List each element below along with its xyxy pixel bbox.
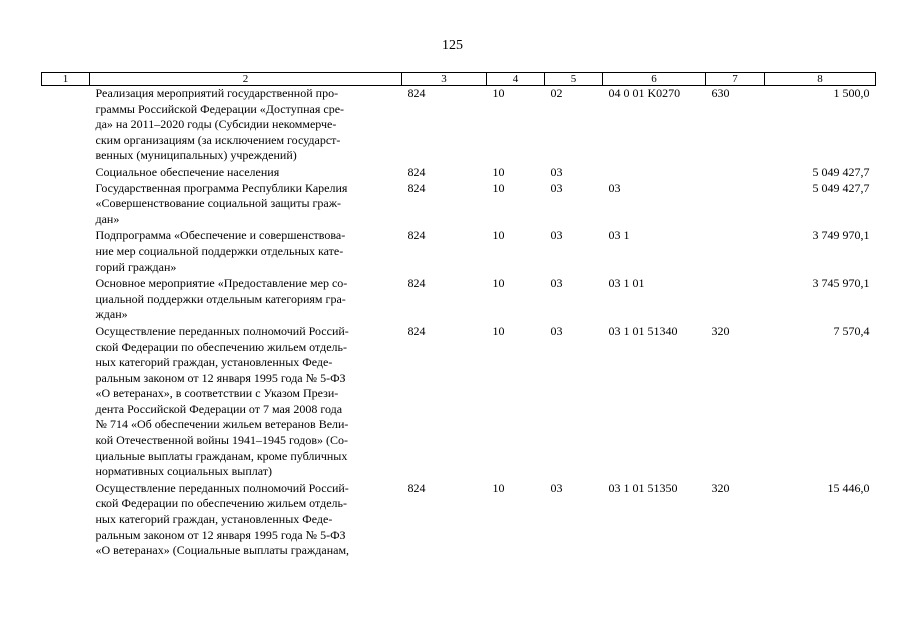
section-cell: 10 [492, 276, 505, 291]
target-article-cell: 03 1 01 51350 [608, 480, 678, 495]
description-cell [90, 481, 402, 559]
description-line: «О ветеранах» (Социальные выплаты гражданам, [95, 543, 350, 558]
col-1-cell [42, 228, 90, 275]
section-cell: 10 [492, 480, 505, 495]
description-line: ральным законом от 12 января 1995 года № 5-ФЗ [95, 370, 346, 385]
target-article-cell: 03 1 01 [608, 276, 645, 291]
subsection-cell: 03 [550, 480, 563, 495]
subsection-cell: 02 [550, 86, 563, 100]
description-line: Социальное обеспечение населения [95, 164, 280, 179]
expense-type-cell [706, 276, 765, 323]
expense-type-cell [706, 165, 765, 181]
table-row [42, 228, 876, 275]
target-article-cell [603, 165, 706, 181]
ministry-code-cell: 824 [407, 164, 426, 179]
description-cell [90, 165, 402, 181]
header-row [42, 73, 876, 86]
description-line: ных категорий граждан, установленных Феде- [95, 355, 333, 370]
description-line: № 714 «Об обеспечении жильем ветеранов Вели- [95, 417, 349, 432]
header-col-5: 5 [545, 73, 603, 86]
description-cell [90, 324, 402, 480]
col-1-cell [42, 276, 90, 323]
ministry-code-cell: 824 [407, 86, 426, 100]
section-cell: 10 [492, 164, 505, 179]
ministry-code-cell: 824 [407, 480, 426, 495]
header-col-6: 6 [603, 73, 706, 86]
col-1-cell [42, 86, 90, 164]
page-number: 125 [442, 38, 463, 53]
header-col-2: 2 [90, 73, 402, 86]
table-body [42, 86, 876, 559]
ministry-code-cell: 824 [407, 323, 426, 338]
description-line: ской Федерации по обеспечению жильем отдель- [95, 496, 347, 511]
description-line: «Совершенствование социальной защиты граж- [95, 196, 342, 211]
header-col-7: 7 [706, 73, 765, 86]
amount-cell: 15 446,0 [827, 480, 870, 495]
table-row [42, 165, 876, 181]
expense-type-cell [706, 181, 765, 228]
target-article-cell: 03 1 [608, 228, 630, 243]
description-cell [90, 181, 402, 228]
ministry-code-cell: 824 [407, 276, 426, 291]
description-line: кой Отечественной войны 1941–1945 годов» (Со- [95, 433, 349, 448]
description-line: циальной поддержки отдельным категориям гра- [95, 291, 346, 306]
ministry-code-cell: 824 [407, 228, 426, 243]
description-line: ждан» [95, 307, 128, 322]
amount-cell: 1 500,0 [833, 86, 870, 100]
description-line: дента Российской Федерации от 7 мая 2008 года [95, 401, 343, 416]
amount-cell: 5 049 427,7 [812, 180, 870, 195]
description-line: ской Федерации по обеспечению жильем отдель- [95, 339, 347, 354]
description-line: циальные выплаты гражданам, кроме публичных [95, 448, 348, 463]
expense-type-cell: 320 [711, 480, 730, 495]
target-article-cell: 03 1 01 51340 [608, 323, 678, 338]
amount-cell: 7 570,4 [833, 323, 870, 338]
description-line: ных категорий граждан, установленных Феде- [95, 512, 333, 527]
description-line: Осуществление переданных полномочий Россий- [95, 480, 349, 495]
description-line: Основное мероприятие «Предоставление мер со- [95, 276, 348, 291]
expense-type-cell: 320 [711, 323, 730, 338]
description-line: «О ветеранах», в соответствии с Указом Прези- [95, 386, 339, 401]
col-1-cell [42, 324, 90, 480]
header-col-4: 4 [487, 73, 545, 86]
description-line: ским организациям (за исключением государст- [95, 132, 341, 147]
target-article-cell: 03 [608, 180, 621, 195]
table-row [42, 276, 876, 323]
description-line: граммы Российской Федерации «Доступная сре- [95, 101, 345, 116]
target-article-cell: 04 0 01 K0270 [608, 86, 681, 100]
col-1-cell [42, 165, 90, 181]
section-cell: 10 [492, 323, 505, 338]
subsection-cell: 03 [550, 323, 563, 338]
description-line: ральным законом от 12 января 1995 года № 5-ФЗ [95, 527, 346, 542]
ministry-code-cell: 824 [407, 180, 426, 195]
description-line: Осуществление переданных полномочий Россий- [95, 323, 349, 338]
section-cell: 10 [492, 228, 505, 243]
expense-type-cell: 630 [711, 86, 730, 100]
description-line: да» на 2011–2020 годы (Субсидии некоммерче- [95, 117, 337, 132]
col-1-cell [42, 481, 90, 559]
description-line: Подпрограмма «Обеспечение и совершенствова- [95, 228, 346, 243]
amount-cell: 3 749 970,1 [812, 228, 870, 243]
subsection-cell: 03 [550, 276, 563, 291]
description-line: Государственная программа Республики Карелия [95, 180, 348, 195]
expense-type-cell [706, 228, 765, 275]
header-col-8: 8 [765, 73, 876, 86]
description-line: дан» [95, 211, 120, 226]
table-row [42, 481, 876, 559]
amount-cell: 5 049 427,7 [812, 164, 870, 179]
table-row [42, 324, 876, 480]
subsection-cell: 03 [550, 164, 563, 179]
table-row [42, 181, 876, 228]
col-1-cell [42, 181, 90, 228]
description-line: ние мер социальной поддержки отдельных кате- [95, 243, 344, 258]
subsection-cell: 03 [550, 180, 563, 195]
section-cell: 10 [492, 180, 505, 195]
description-cell [90, 86, 402, 164]
header-col-3: 3 [402, 73, 487, 86]
description-line: горий граждан» [95, 259, 177, 274]
header-col-1: 1 [42, 73, 90, 86]
table-row [42, 86, 876, 164]
description-cell [90, 228, 402, 275]
description-cell [90, 276, 402, 323]
subsection-cell: 03 [550, 228, 563, 243]
description-line: нормативных социальных выплат) [95, 464, 273, 479]
budget-table [41, 72, 876, 559]
section-cell: 10 [492, 86, 505, 100]
description-line: Реализация мероприятий государственной про- [95, 86, 339, 100]
amount-cell: 3 745 970,1 [812, 276, 870, 291]
description-line: венных (муниципальных) учреждений) [95, 148, 297, 163]
